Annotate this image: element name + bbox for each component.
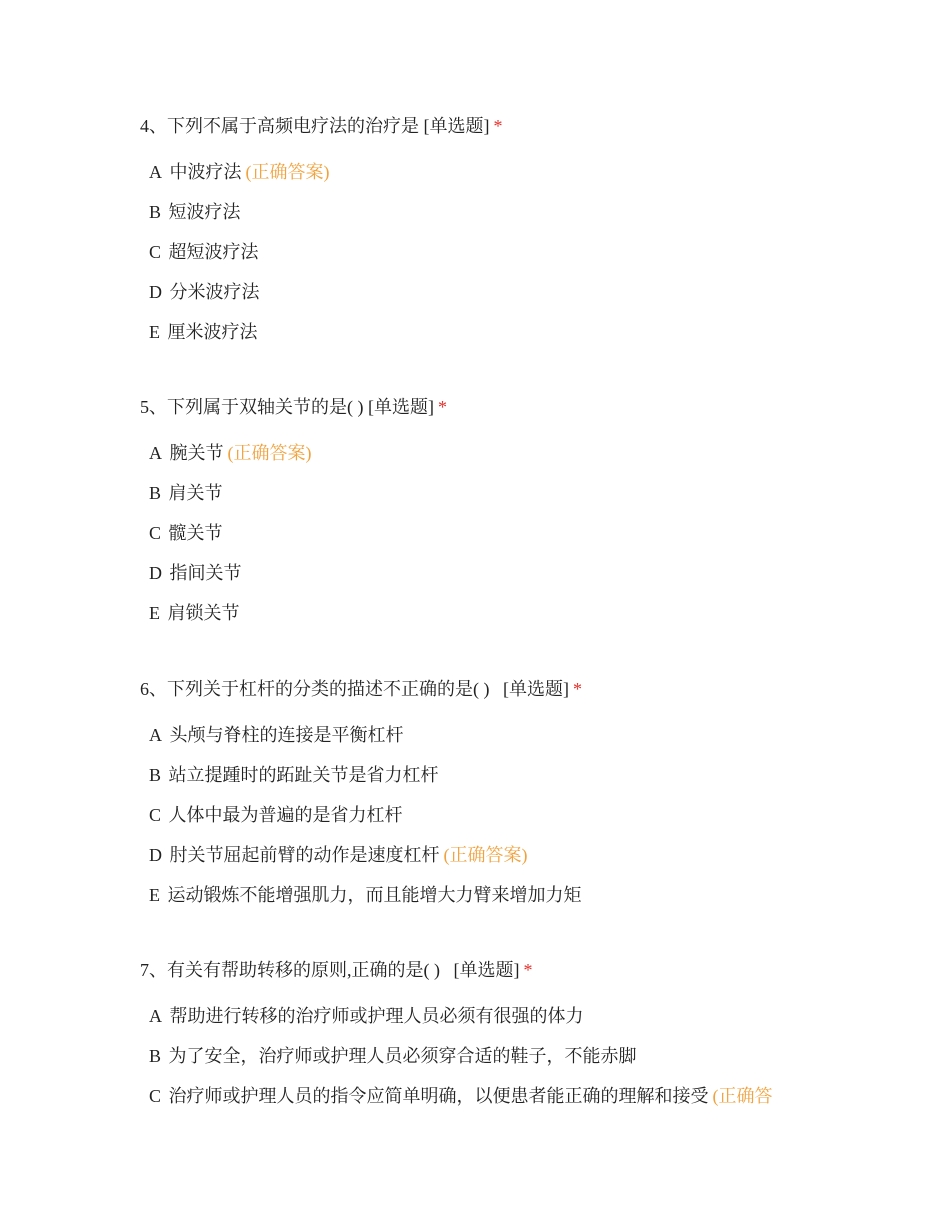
required-asterisk: * — [572, 679, 582, 699]
option-letter: D — [149, 563, 162, 583]
question-title — [140, 677, 920, 701]
option-text: 治疗师或护理人员的指令应简单明确，以便患者能正确的理解和接受 — [168, 1086, 709, 1106]
option-c[interactable] — [149, 521, 920, 545]
option-b[interactable] — [149, 200, 920, 224]
option-letter: E — [149, 603, 160, 623]
option-list — [140, 1004, 920, 1108]
option-text: 短波疗法 — [168, 202, 241, 222]
question-7 — [140, 958, 920, 1124]
option-letter: A — [149, 725, 162, 745]
option-letter: E — [149, 885, 160, 905]
question-title-text: 5、下列属于双轴关节的是( ) [单选题] — [140, 397, 434, 417]
option-text: 人体中最为普遍的是省力杠杆 — [168, 805, 403, 825]
required-asterisk: * — [493, 116, 503, 136]
option-letter: C — [149, 1086, 162, 1106]
option-e[interactable] — [149, 883, 920, 907]
option-text: 站立提踵时的跖趾关节是省力杠杆 — [168, 765, 439, 785]
option-letter: A — [149, 162, 162, 182]
correct-answer-tag: (正确答 — [712, 1086, 773, 1106]
option-d[interactable] — [149, 843, 920, 867]
question-5 — [140, 395, 920, 641]
option-a[interactable] — [149, 160, 920, 184]
required-asterisk: * — [523, 960, 533, 980]
option-text: 指间关节 — [169, 563, 242, 583]
option-letter: D — [149, 845, 162, 865]
option-c[interactable] — [149, 240, 920, 264]
option-letter: B — [149, 765, 162, 785]
option-letter: B — [149, 483, 162, 503]
option-letter: B — [149, 1046, 162, 1066]
option-c[interactable] — [149, 1084, 920, 1108]
option-text: 运动锻炼不能增强肌力，而且能增大力臂来增加力矩 — [167, 885, 582, 905]
question-4 — [140, 114, 920, 360]
option-e[interactable] — [149, 601, 920, 625]
option-list — [140, 441, 920, 625]
option-text: 腕关节 — [169, 443, 224, 463]
option-b[interactable] — [149, 1044, 920, 1068]
option-text: 头颅与脊柱的连接是平衡杠杆 — [169, 725, 404, 745]
option-text: 肩锁关节 — [167, 603, 240, 623]
option-d[interactable] — [149, 561, 920, 585]
option-c[interactable] — [149, 803, 920, 827]
option-letter: A — [149, 443, 162, 463]
option-d[interactable] — [149, 280, 920, 304]
correct-answer-tag: (正确答案) — [443, 845, 528, 865]
question-title-text: 6、下列关于杠杆的分类的描述不正确的是( ) [单选题] — [140, 679, 569, 699]
option-letter: D — [149, 282, 162, 302]
option-a[interactable] — [149, 723, 920, 747]
option-text: 肘关节屈起前臂的动作是速度杠杆 — [169, 845, 440, 865]
correct-answer-tag: (正确答案) — [245, 162, 330, 182]
option-text: 超短波疗法 — [168, 242, 259, 262]
correct-answer-tag: (正确答案) — [227, 443, 312, 463]
required-asterisk: * — [437, 397, 447, 417]
option-text: 中波疗法 — [169, 162, 242, 182]
option-b[interactable] — [149, 763, 920, 787]
question-title — [140, 958, 920, 982]
option-text: 帮助进行转移的治疗师或护理人员必须有很强的体力 — [169, 1006, 584, 1026]
option-a[interactable] — [149, 441, 920, 465]
option-text: 分米波疗法 — [169, 282, 260, 302]
option-letter: E — [149, 322, 160, 342]
option-letter: C — [149, 523, 162, 543]
option-text: 髋关节 — [168, 523, 223, 543]
question-title — [140, 114, 920, 138]
question-title-text: 4、下列不属于高频电疗法的治疗是 [单选题] — [140, 116, 490, 136]
option-letter: A — [149, 1006, 162, 1026]
option-text: 肩关节 — [168, 483, 223, 503]
option-list — [140, 723, 920, 907]
question-6 — [140, 677, 920, 923]
question-title — [140, 395, 920, 419]
question-title-text: 7、有关有帮助转移的原则,正确的是( ) [单选题] — [140, 960, 520, 980]
option-text: 为了安全，治疗师或护理人员必须穿合适的鞋子，不能赤脚 — [168, 1046, 637, 1066]
option-letter: C — [149, 242, 162, 262]
option-list — [140, 160, 920, 344]
option-b[interactable] — [149, 481, 920, 505]
option-letter: B — [149, 202, 162, 222]
option-letter: C — [149, 805, 162, 825]
option-e[interactable] — [149, 320, 920, 344]
option-text: 厘米波疗法 — [167, 322, 258, 342]
option-a[interactable] — [149, 1004, 920, 1028]
